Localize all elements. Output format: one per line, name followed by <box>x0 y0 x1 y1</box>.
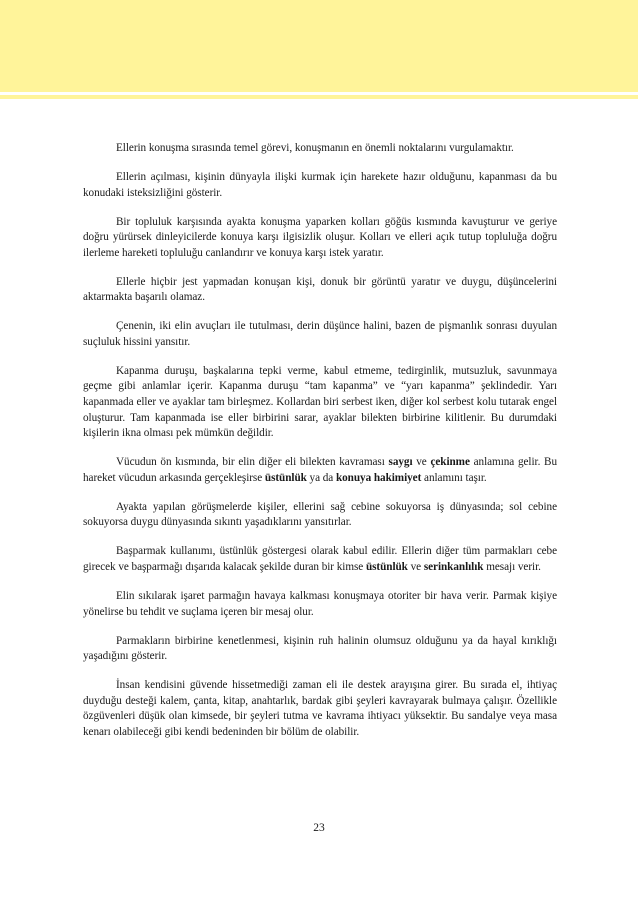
bold-term: saygı <box>388 456 413 469</box>
paragraph: Parmakların birbirine kenetlenmesi, kişinin ruh halinin olumsuz olduğunu ya da hayal kırıklığı yaşadığını gösterir. <box>83 634 557 663</box>
paragraph: Çenenin, iki elin avuçları ile tutulması, derin düşünce halini, bazen de pişmanlık sonrası duyulan suçluluk hissini yansıtır. <box>83 320 557 348</box>
paragraph: Ellerle hiçbir jest yapmadan konuşan kişi, donuk bir görüntü yaratır ve duygu, düşüncelerini aktarmakta başarılı olamaz. <box>83 275 557 304</box>
header-band <box>0 0 638 92</box>
paragraph: Ellerin açılması, kişinin dünyayla ilişki kurmak için harekete hazır olduğunu, kapanması da bu konudaki isteksizliğini gösterir. <box>83 170 557 199</box>
paragraph: Vücudun ön kısmında, bir elin diğer eli bilekten kavraması saygı ve çekinme anlamına gelir. Bu hareket vücudun arkasında gerçekleşirse üstünlük ya da konuya hakimiyet anlamını taşır. <box>83 456 558 484</box>
bold-term: üstünlük <box>365 561 408 573</box>
page-number: 23 <box>313 822 325 834</box>
bold-term: konuya hakimiyet <box>335 471 422 484</box>
paragraph: İnsan kendisini güvende hissetmediği zaman eli ile destek arayışına girer. Bu sırada el, ihtiyaç duyduğu desteği kalem, çanta, kitap, anahtarlık, bardak gibi şeyleri kavrayarak bulmaya çalışır. Özellikle özgüvenleri düşük olan kimsede, bir şeyleri tutma ve kavrama ihtiyacı yüksektir. Bu sandalye veya masa kenarı olabileceği gibi kendi bedeninden bir bölüm de olabilir. <box>83 679 557 738</box>
page-body <box>83 141 557 754</box>
bold-term: üstünlük <box>264 471 307 484</box>
paragraph: Elin sıkılarak işaret parmağın havaya kalkması konuşmaya otoriter bir hava verir. Parmak kişiye yönelirse bu tehdit ve suçlama içeren bir mesaj olur. <box>83 589 557 618</box>
bold-term: serinkanlılık <box>423 561 484 573</box>
paragraph: Bir topluluk karşısında ayakta konuşma yaparken kolları göğüs kısmında kavuşturur ve geriye doğru yürürsek dinleyicilerde konuya karşı ilgisizlik oluşur. Kolları ve elleri açık tutup topluluğa doğru ilerleme hareketi topluluğu canlandırır ve konuya karşı istek yaratır. <box>83 215 557 259</box>
bold-term: çekinme <box>430 456 470 469</box>
paragraph: Başparmak kullanımı, üstünlük göstergesi olarak kabul edilir. Ellerin diğer tüm parmakları cebe girecek ve başparmağı dışarıda kalacak şekilde duran bir kimse üstünlük ve serinkanlılık mesajı verir. <box>83 545 557 573</box>
header-stripe <box>0 95 638 99</box>
paragraph: Ellerin konuşma sırasında temel görevi, konuşmanın en önemli noktalarını vurgulamaktır. <box>116 142 514 154</box>
paragraph: Kapanma duruşu, başkalarına tepki verme, kabul etmeme, tedirginlik, mutsuzluk, savunmaya geçme gibi anlamlar içerir. Kapanma duruşu “tam kapanma” ve “yarı kapanma” şeklindedir. Yarı kapanmada eller ve ayaklar tam birleşmez. Kollardan biri serbest iken, diğer kol serbest kolu tutarak engel oluşturur. Tam kapanmada ise eller birbirini sarar, ayaklar bilekten birbirine kilitlenir. Bu durumdaki kişilerin ikna olması pek mümkün değildir. <box>83 364 557 440</box>
paragraph: Ayakta yapılan görüşmelerde kişiler, ellerini sağ cebine sokuyorsa iş dünyasında; sol cebine sokuyorsa duygu dünyasında sıkıntı yaşadıklarını yansıtırlar. <box>83 500 557 529</box>
